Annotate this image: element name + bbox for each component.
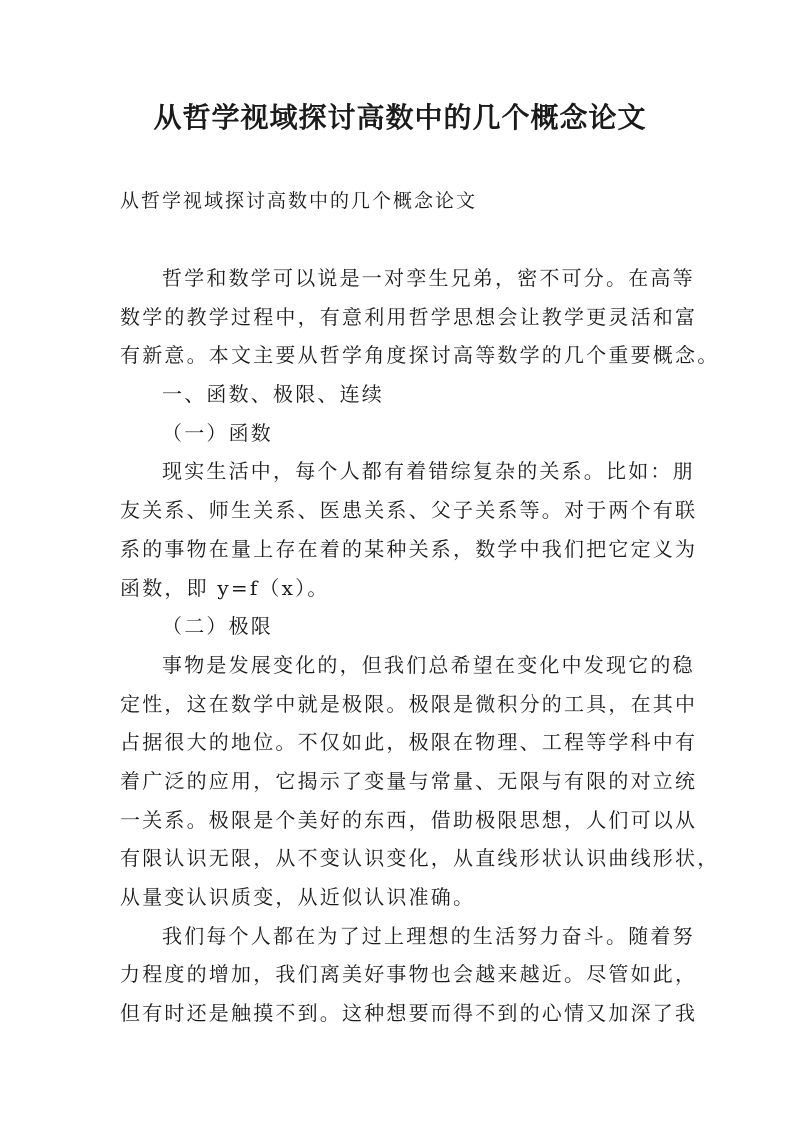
- text-line: 系的事物在量上存在着的某种关系，数学中我们把它定义为: [120, 536, 698, 561]
- text-line: 占据很大的地位。不仅如此，极限在物理、工程等学科中有: [120, 730, 698, 755]
- text-line: 有新意。本文主要从哲学角度探讨高等数学的几个重要概念。: [120, 343, 720, 368]
- text-line: 从量变认识质变，从近似认识准确。: [120, 885, 476, 909]
- document-body: [120, 259, 720, 1033]
- text-line: 函数，即 y=f（x）。: [120, 575, 330, 600]
- text-line: 友关系、师生关系、医患关系、父子关系等。对于两个有联: [120, 498, 698, 523]
- text-line: 着广泛的应用，它揭示了变量与常量、无限与有限的对立统: [120, 768, 698, 793]
- text-line: （二）极限: [162, 614, 273, 639]
- text-line: 一关系。极限是个美好的东西，借助极限思想，人们可以从: [120, 807, 698, 832]
- text-line: 但有时还是触摸不到。这种想要而得不到的心情又加深了我: [120, 1001, 698, 1026]
- text-line: 力程度的增加，我们离美好事物也会越来越近。尽管如此，: [120, 962, 698, 987]
- text-line: 事物是发展变化的，但我们总希望在变化中发现它的稳: [162, 652, 695, 677]
- text-line: 数学的教学过程中，有意利用哲学思想会让教学更灵活和富: [120, 304, 698, 329]
- document-title: 从哲学视域探讨高数中的几个概念论文: [153, 101, 647, 134]
- text-line: 哲学和数学可以说是一对孪生兄弟，密不可分。在高等: [162, 266, 695, 290]
- text-line: 我们每个人都在为了过上理想的生活努力奋斗。随着努: [162, 923, 695, 948]
- text-line: （一）函数: [162, 420, 273, 445]
- text-line: 有限认识无限，从不变认识变化，从直线形状认识曲线形状，: [120, 846, 720, 871]
- text-line: 现实生活中，每个人都有着错综复杂的关系。比如：朋: [162, 459, 695, 484]
- document-subtitle: 从哲学视域探讨高数中的几个概念论文: [120, 190, 478, 212]
- text-line: 一、函数、极限、连续: [162, 382, 384, 407]
- text-line: 定性，这在数学中就是极限。极限是微积分的工具，在其中: [120, 691, 698, 716]
